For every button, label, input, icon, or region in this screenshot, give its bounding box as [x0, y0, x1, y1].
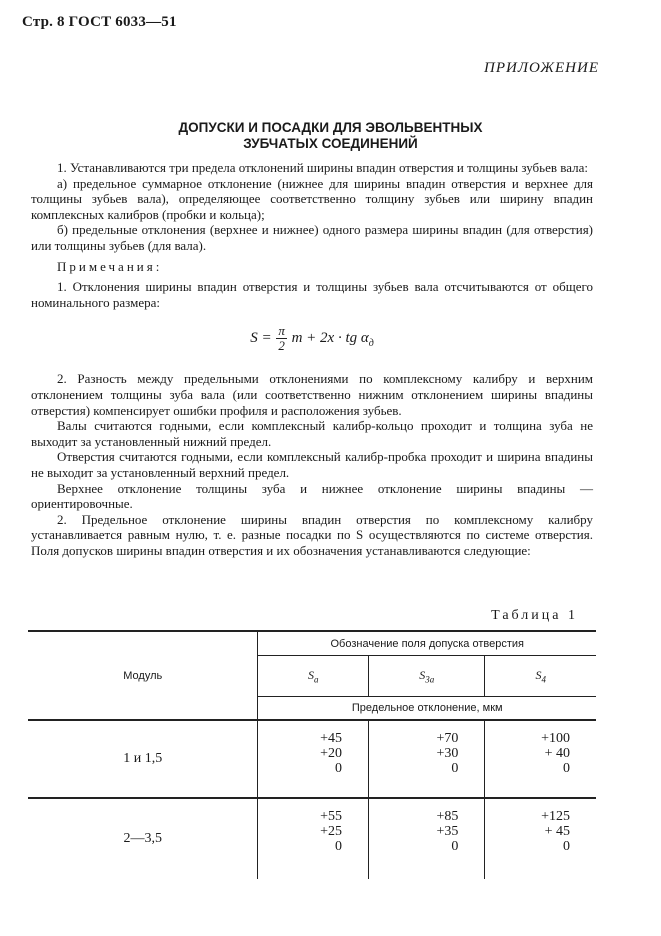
module-header: Модуль	[28, 631, 258, 720]
module-cell: 1 и 1,5	[28, 720, 258, 798]
paragraph-1a: а) предельное суммарное отклонение (нижнее для ширины впадин отверстия и верхнее для толщины зубьев вала), определяющее соответственно толщину зубьев или ширину впадин комплексных калибров (пробки и кольца);	[31, 175, 593, 222]
paragraph-1: 1. Устанавливаются три предела отклонений ширины впадин отверстия и толщины зубьев вала:	[57, 160, 588, 175]
note-2: 2. Разность между предельными отклонениями по комплексному калибру и верхним отклонением толщины зуба вала (или соответственно нижним отклонением ширины впадины отверстия) компенсирует ошибки профиля и расположения зубьев.	[31, 371, 593, 418]
group-header: Обозначение поля допуска отверстия	[258, 631, 596, 656]
formula-subscript: д	[368, 338, 374, 350]
formula-denominator: 2	[278, 338, 285, 354]
formula-numerator: π	[278, 323, 285, 339]
value-cell-s3a: +70 +30 0	[368, 720, 484, 798]
paragraph-valy: Валы считаются годными, если комплексный калибр-кольцо проходит и толщина зуба не выходит за установленный нижний предел.	[31, 418, 593, 449]
body-text	[31, 160, 593, 558]
table-caption: Таблица 1	[491, 608, 578, 623]
section-title-line-2: ЗУБЧАТЫХ СОЕДИНЕНИЙ	[243, 136, 418, 151]
page-header: Стр. 8 ГОСТ 6033—51	[22, 14, 177, 30]
paragraph-1b: б) предельные отклонения (верхнее и нижнее) одного размера ширины впадин (для отверстия) или толщины зубьев (для вала).	[31, 222, 593, 253]
appendix-label: ПРИЛОЖЕНИЕ	[484, 60, 599, 76]
subheader-sa: $S_а$	[258, 656, 369, 697]
value-cell-sa: +45 +20 0	[258, 720, 369, 798]
formula-fraction	[276, 324, 287, 353]
notes-label: Примечания:	[57, 258, 163, 274]
subheader-s3a: $S_{3а}$	[368, 656, 484, 697]
paragraph-2: 2. Предельное отклонение ширины впадин отверстия по комплексному калибру устанавливается равным нулю, т. е. разные посадки по S осуществляются по системе отверстия. Поля допусков ширины впадин отверстия и их обозначения устанавливаются следующие:	[31, 511, 593, 558]
paragraph-upper-deviation: Верхнее отклонение толщины зуба и нижнее отклонение ширины впадины — ориентировочные.	[31, 480, 593, 512]
formula-rhs: m + 2x · tg α	[291, 330, 369, 347]
tolerance-table	[28, 630, 596, 879]
deviation-header: Предельное отклонение, мкм	[258, 697, 596, 721]
module-cell: 2—3,5	[123, 831, 162, 846]
table-row	[28, 720, 596, 798]
table-row	[28, 798, 596, 879]
section-title-line-1: ДОПУСКИ И ПОСАДКИ ДЛЯ ЭВОЛЬВЕНТНЫХ	[178, 120, 483, 135]
value-cell-s4: +125 + 45 0	[485, 798, 596, 879]
paragraph-otverstiya: Отверстия считаются годными, если комплексный калибр-пробка проходит и ширина впадины не выходит за установленный верхний предел.	[31, 449, 593, 480]
note-1: 1. Отклонения ширины впадин отверстия и толщины зубьев вала отсчитываются от общего номинального размера:	[31, 279, 593, 310]
value-cell-sa: +55 +25 0	[258, 798, 369, 879]
formula	[31, 324, 593, 353]
formula-lhs: S =	[250, 330, 272, 347]
subheader-s4: $S_4$	[485, 656, 596, 697]
value-cell-s3a: +85 +35 0	[368, 798, 484, 879]
value-cell-s4: +100 + 40 0	[485, 720, 596, 798]
